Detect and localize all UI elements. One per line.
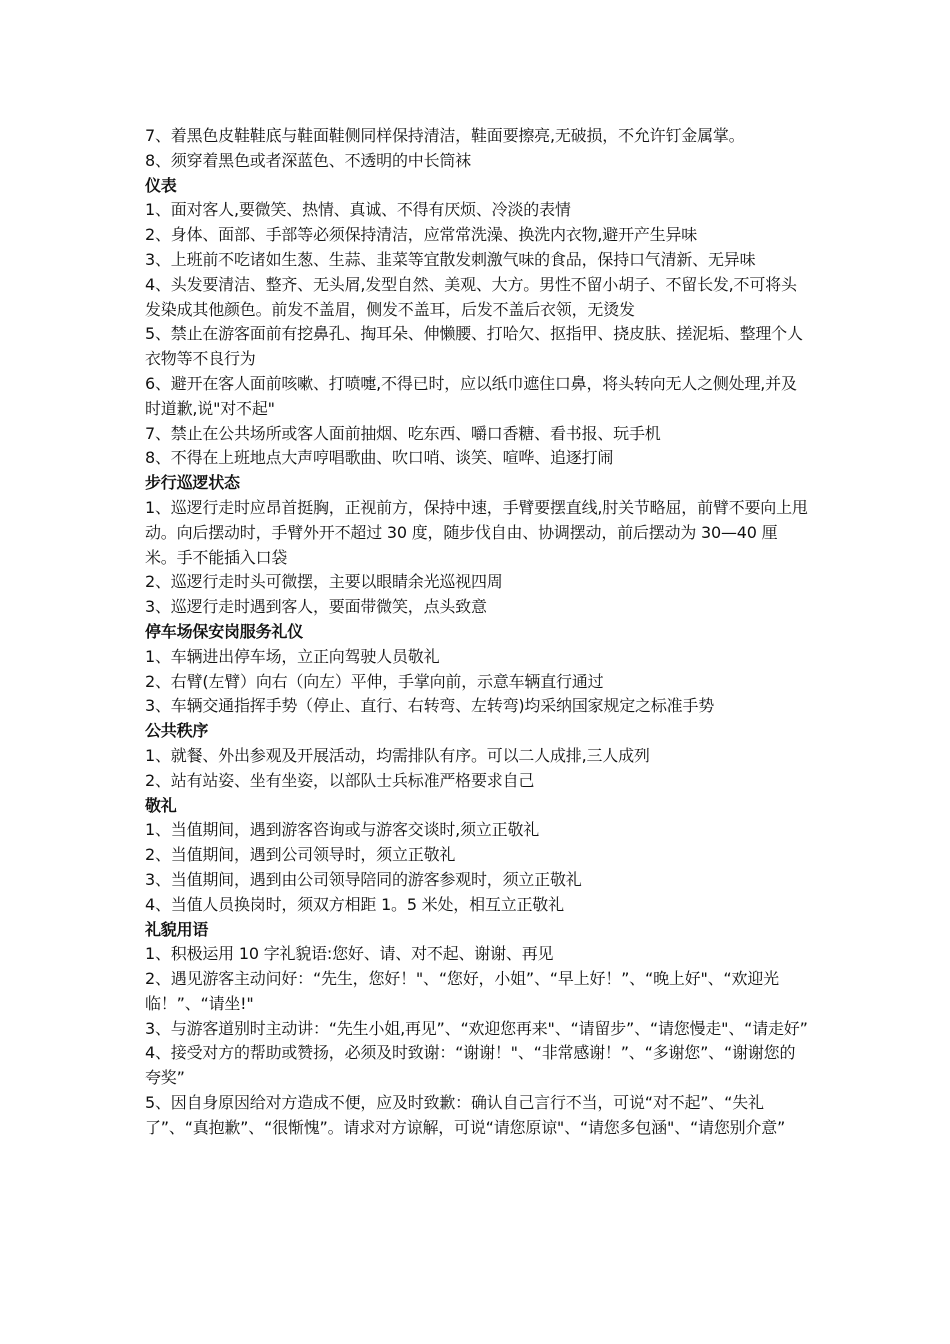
list-item: 3、车辆交通指挥手势（停止、直行、右转弯、左转弯)均采纳国家规定之标准手势: [145, 696, 715, 716]
list-item: 2、右臂(左臂）向右（向左）平伸，手掌向前，示意车辆直行通过: [145, 671, 604, 691]
list-item: 4、头发要清洁、整齐、无头屑,发型自然、美观、大方。男性不留小胡子、不留长发,不可将头发染成其他颜色。前发不盖眉，侧发不盖耳，后发不盖后衣领，无烫发: [145, 274, 797, 319]
list-item: 2、站有站姿、坐有坐姿，以部队士兵标准严格要求自己: [145, 770, 535, 790]
list-item: 3、与游客道别时主动讲：“先生小姐,再见”、“欢迎您再来"、“请留步”、“请您慢走"、“请走好”: [145, 1018, 808, 1038]
list-item: 1、面对客人,要微笑、热情、真诚、不得有厌烦、冷淡的表情: [145, 200, 571, 220]
section-heading-patrol: 步行巡逻状态: [145, 473, 240, 493]
list-item: 2、当值期间，遇到公司领导时，须立正敬礼: [145, 845, 456, 865]
list-item: 6、避开在客人面前咳嗽、打喷嚏,不得已时，应以纸巾遮住口鼻，将头转向无人之侧处理,并及时道歉,说"对不起": [145, 373, 797, 418]
section-heading-appearance: 仪表: [145, 175, 177, 195]
list-item: 4、接受对方的帮助或赞扬，必须及时致谢：“谢谢！"、“非常感谢！”、“多谢您”、“谢谢您的夸奖”: [145, 1043, 796, 1088]
list-item: 2、遇见游客主动问好：“先生，您好！"、“您好，小姐”、“早上好！”、“晚上好"、“欢迎光临！”、“请坐!": [145, 969, 779, 1013]
list-item: 1、车辆进出停车场，立正向驾驶人员敬礼: [145, 646, 440, 666]
list-item: 1、就餐、外出参观及开展活动，均需排队有序。可以二人成排,三人成列: [145, 745, 650, 765]
list-item: 5、禁止在游客面前有挖鼻孔、掏耳朵、伸懒腰、打哈欠、抠指甲、挠皮肤、搓泥垢、整理个人衣物等不良行为: [145, 324, 803, 369]
list-item: 2、身体、面部、手部等必须保持清洁，应常常洗澡、换洗内衣物,避开产生异味: [145, 225, 698, 245]
section-heading-parking: 停车场保安岗服务礼仪: [145, 621, 304, 641]
list-item: 8、不得在上班地点大声哼唱歌曲、吹口哨、谈笑、喧哗、追逐打闹: [145, 448, 614, 468]
list-item: 1、巡逻行走时应昂首挺胸，正视前方，保持中速，手臂要摆直线,肘关节略屈，前臂不要向上甩动。向后摆动时，手臂外开不超过 30 度，随步伐自由、协调摆动，前后摆动为 30—40 厘米。手不能插入口袋: [145, 497, 808, 567]
section-heading-salute: 敬礼: [145, 795, 177, 815]
list-item: 8、须穿着黑色或者深蓝色、不透明的中长筒袜: [145, 150, 471, 170]
document-page: [145, 124, 809, 1141]
list-item: 2、巡逻行走时头可微摆，主要以眼睛余光巡视四周: [145, 572, 503, 592]
list-item: 3、巡逻行走时遇到客人，要面带微笑，点头致意: [145, 597, 487, 617]
section-heading-public-order: 公共秩序: [145, 721, 209, 741]
list-item: 3、上班前不吃诸如生葱、生蒜、韭菜等宜散发刺激气味的食品，保持口气清新、无异味: [145, 249, 756, 269]
list-item: 1、积极运用 10 字礼貌语:您好、请、对不起、谢谢、再见: [145, 944, 554, 964]
list-item: 4、当值人员换岗时，须双方相距 1。5 米处，相互立正敬礼: [145, 894, 564, 914]
section-heading-polite-phrases: 礼貌用语: [145, 919, 209, 939]
list-item: 7、着黑色皮鞋鞋底与鞋面鞋侧同样保持清洁，鞋面要擦亮,无破损，不允许钉金属掌。: [145, 126, 745, 145]
list-item: 7、禁止在公共场所或客人面前抽烟、吃东西、嚼口香糖、看书报、玩手机: [145, 423, 661, 443]
list-item: 5、因自身原因给对方造成不便，应及时致歉：确认自己言行不当，可说“对不起”、“失礼了”、“真抱歉”、“很惭愧”。请求对方谅解，可说“请您原谅"、“请您多包涵"、“请您别介意”: [145, 1093, 786, 1137]
list-item: 3、当值期间，遇到由公司领导陪同的游客参观时，须立正敬礼: [145, 869, 582, 889]
list-item: 1、当值期间，遇到游客咨询或与游客交谈时,须立正敬礼: [145, 820, 540, 840]
